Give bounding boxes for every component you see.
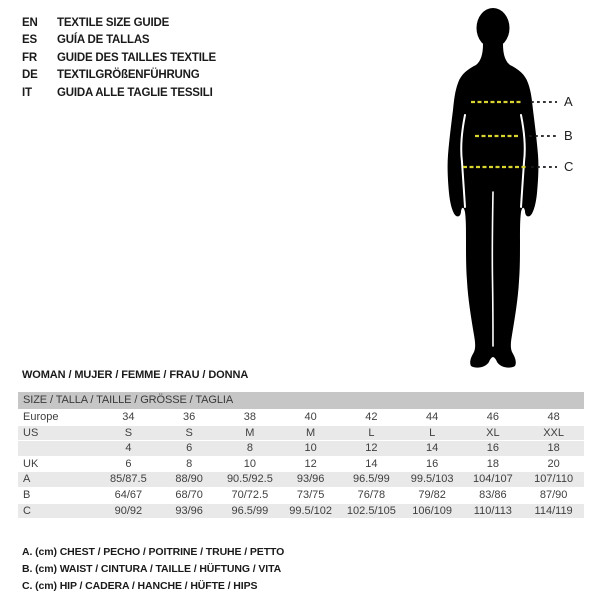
size-cell: 34: [98, 410, 159, 426]
marker-label-c: C: [564, 159, 574, 174]
size-cell: 42: [341, 410, 402, 426]
size-table-grid: [18, 409, 584, 518]
size-cell: 114/119: [523, 503, 584, 518]
size-cell: 44: [402, 410, 463, 426]
language-row: [22, 85, 216, 102]
size-cell: 85/87.5: [98, 472, 159, 488]
size-table: [18, 392, 584, 518]
size-cell: 38: [220, 410, 281, 426]
row-label: US: [18, 425, 98, 441]
language-title: GUIDA ALLE TAGLIE TESSILI: [57, 86, 213, 99]
language-title: TEXTILGRÖßENFÜHRUNG: [57, 69, 200, 82]
language-code: EN: [22, 17, 38, 29]
size-cell: 18: [523, 441, 584, 457]
size-cell: 107/110: [523, 472, 584, 488]
size-cell: 10: [280, 441, 341, 457]
size-cell: 110/113: [463, 503, 524, 518]
row-label: [18, 441, 98, 457]
table-row-us-letter: [18, 425, 584, 441]
size-cell: 20: [523, 456, 584, 472]
size-cell: 48: [523, 410, 584, 426]
size-cell: 104/107: [463, 472, 524, 488]
table-row-chest: [18, 472, 584, 488]
size-cell: 76/78: [341, 487, 402, 503]
size-cell: 4: [98, 441, 159, 457]
size-cell: 64/67: [98, 487, 159, 503]
marker-label-a: A: [564, 94, 573, 109]
size-cell: 36: [159, 410, 220, 426]
size-cell: 16: [402, 456, 463, 472]
size-cell: 96.5/99: [220, 503, 281, 518]
size-cell: S: [98, 425, 159, 441]
table-row-hip: [18, 503, 584, 518]
size-cell: 96.5/99: [341, 472, 402, 488]
legend-chest: A. (cm) CHEST / PECHO / POITRINE / TRUHE / PETTO: [22, 546, 285, 558]
size-cell: 8: [220, 441, 281, 457]
language-code: ES: [22, 34, 37, 47]
row-label: Europe: [18, 410, 98, 426]
language-row: [22, 32, 216, 49]
size-cell: XXL: [523, 425, 584, 441]
size-table-header: SIZE / TALLA / TAILLE / GRÖSSE / TAGLIA: [18, 392, 584, 409]
woman-silhouette-figure: [425, 0, 600, 375]
size-cell: 87/90: [523, 487, 584, 503]
language-title: GUIDE DES TAILLES TEXTILE: [57, 51, 216, 64]
size-cell: S: [159, 425, 220, 441]
size-cell: 90.5/92.5: [220, 472, 281, 488]
row-label: C: [18, 503, 98, 518]
language-code: FR: [22, 51, 37, 64]
size-cell: 40: [280, 410, 341, 426]
size-cell: 14: [341, 456, 402, 472]
size-cell: 93/96: [280, 472, 341, 488]
measurement-legend: [22, 544, 284, 596]
size-cell: 90/92: [98, 503, 159, 518]
size-cell: 16: [463, 441, 524, 457]
language-row: [22, 15, 216, 32]
row-label: A: [18, 472, 98, 488]
language-code: IT: [22, 86, 32, 99]
language-title: TEXTILE SIZE GUIDE: [57, 17, 170, 29]
size-cell: 70/72.5: [220, 487, 281, 503]
row-label: B: [18, 487, 98, 503]
size-cell: M: [280, 425, 341, 441]
size-cell: 46: [463, 410, 524, 426]
silhouette-head: [477, 8, 510, 48]
table-row-us-numeric: [18, 441, 584, 457]
size-cell: 88/90: [159, 472, 220, 488]
size-cell: 8: [159, 456, 220, 472]
size-cell: 18: [463, 456, 524, 472]
size-cell: 68/70: [159, 487, 220, 503]
size-cell: 83/86: [463, 487, 524, 503]
size-cell: 12: [280, 456, 341, 472]
size-cell: 102.5/105: [341, 503, 402, 518]
legend-waist: B. (cm) WAIST / CINTURA / TAILLE / HÜFTUNG / VITA: [22, 563, 282, 576]
size-cell: M: [220, 425, 281, 441]
language-code: DE: [22, 69, 38, 82]
size-cell: 93/96: [159, 503, 220, 518]
size-cell: 99.5/102: [280, 503, 341, 518]
size-cell: 99.5/103: [402, 472, 463, 488]
language-row: [22, 50, 216, 67]
size-cell: 12: [341, 441, 402, 457]
table-row-europe: [18, 410, 584, 426]
size-cell: L: [341, 425, 402, 441]
size-cell: 10: [220, 456, 281, 472]
marker-label-b: B: [564, 128, 573, 143]
size-cell: XL: [463, 425, 524, 441]
silhouette-leg-gap: [492, 192, 493, 346]
size-cell: 6: [159, 441, 220, 457]
size-cell: 73/75: [280, 487, 341, 503]
language-row: [22, 67, 216, 84]
table-row-uk: [18, 456, 584, 472]
table-row-waist: [18, 487, 584, 503]
size-cell: 106/109: [402, 503, 463, 518]
language-title: GUÍA DE TALLAS: [57, 34, 150, 47]
row-label: UK: [18, 456, 98, 472]
size-cell: 14: [402, 441, 463, 457]
size-cell: 6: [98, 456, 159, 472]
language-list: [22, 15, 216, 102]
section-title: WOMAN / MUJER / FEMME / FRAU / DONNA: [22, 369, 249, 381]
size-cell: 79/82: [402, 487, 463, 503]
size-cell: L: [402, 425, 463, 441]
legend-hip: C. (cm) HIP / CADERA / HANCHE / HÜFTE / HIPS: [22, 580, 258, 593]
